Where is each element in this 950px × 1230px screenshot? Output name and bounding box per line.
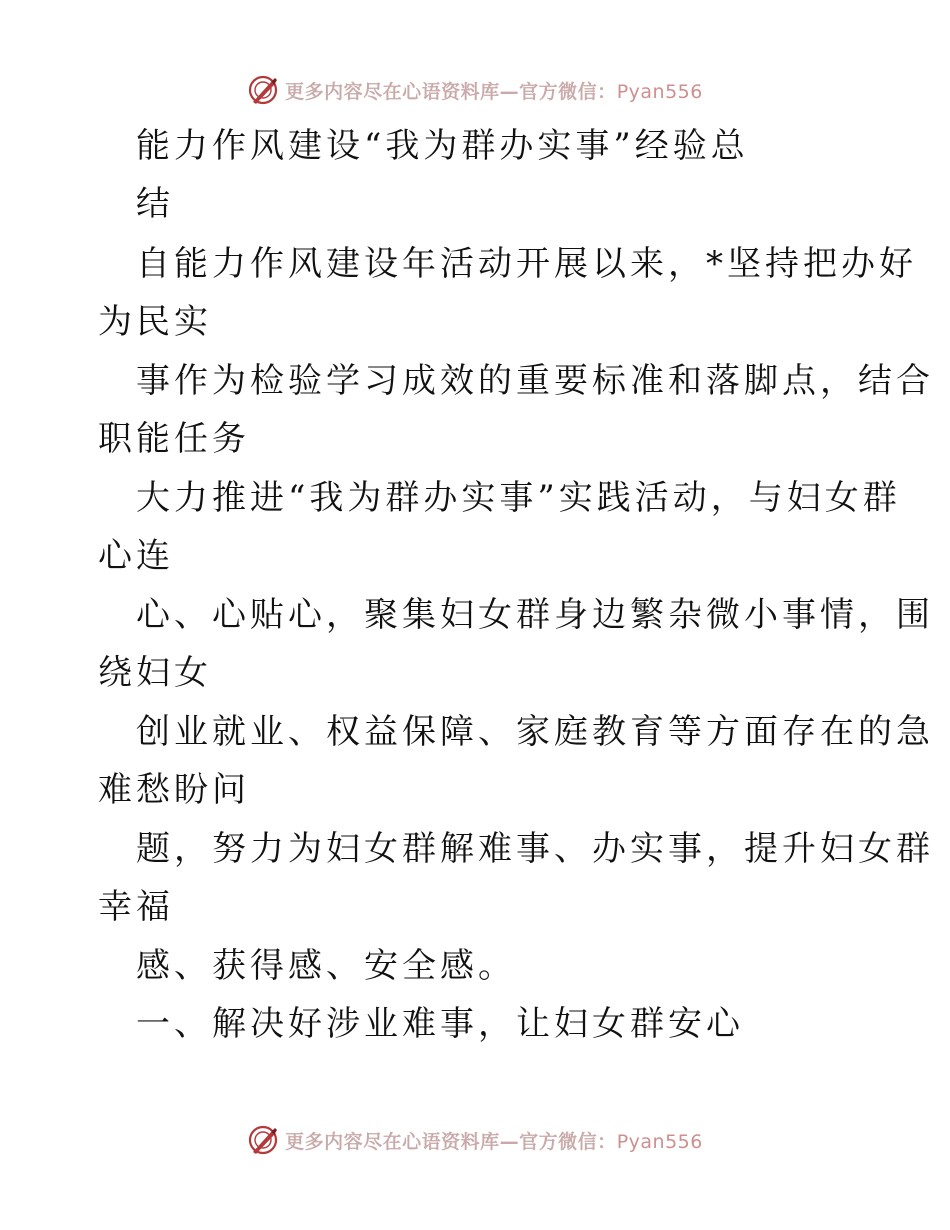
body-line: 心连 [98, 536, 174, 576]
body-line: 题，努力为妇女群解难事、办实事，提升妇女群 [136, 829, 934, 869]
body-line: 难愁盼问 [98, 770, 250, 810]
header-watermark [0, 70, 950, 110]
body-line: 结 [136, 184, 174, 224]
body-line: 感、获得感、安全感。 [136, 946, 516, 986]
body-line: 心、心贴心，聚集妇女群身边繁杂微小事情，围 [136, 595, 934, 635]
watermark-wechat-id: Pyan556 [616, 1130, 703, 1153]
body-line: 绕妇女 [98, 653, 212, 693]
watermark-wechat-label: 官方微信： [519, 1130, 617, 1153]
body-line: 事作为检验学习成效的重要标准和落脚点，结合 [136, 361, 934, 401]
body-line: 自能力作风建设年活动开展以来，*坚持把办好 [136, 244, 917, 284]
watermark-dash: — [499, 80, 520, 103]
watermark-text: 更多内容尽在心语资料库 [285, 80, 500, 103]
footer-watermark [0, 1120, 950, 1160]
body-line: 幸福 [98, 887, 174, 927]
body-line: 为民实 [98, 302, 212, 342]
watermark-wechat-label: 官方微信： [519, 80, 617, 103]
watermark-dash: — [499, 1130, 520, 1153]
body-line: 能力作风建设“我为群办实事”经验总 [136, 126, 749, 166]
watermark-wechat-id: Pyan556 [616, 80, 703, 103]
body-line: 职能任务 [98, 419, 250, 459]
body-line: 大力推进“我为群办实事”实践活动，与妇女群 [136, 478, 901, 518]
pen-logo-icon [247, 1124, 279, 1156]
watermark-text: 更多内容尽在心语资料库 [285, 1130, 500, 1153]
pen-logo-icon [247, 74, 279, 106]
section-heading: 一、解决好涉业难事，让妇女群安心 [136, 1004, 744, 1044]
body-line: 创业就业、权益保障、家庭教育等方面存在的急 [136, 712, 934, 752]
